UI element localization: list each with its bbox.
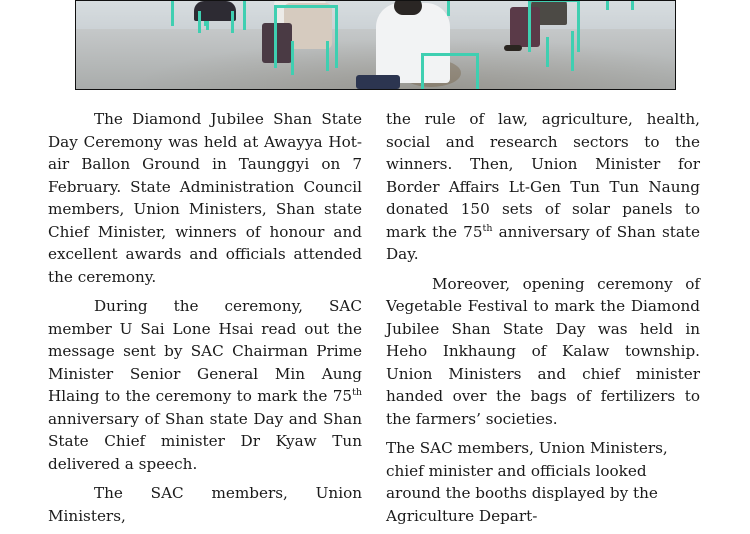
paragraph	[386, 273, 700, 431]
paragraph	[48, 482, 362, 527]
paragraph-text: Moreover, opening ceremony of Vegetable Festival to mark the Diamond Jubilee Shan State Day was held in Heho Inkhaung of Kalaw township. Union Ministers and chief minister handed over the bags of fertilizers to the farmers’ societies.	[386, 274, 700, 428]
paragraph-text: anniversary of Shan state Day and Shan State Chief minister Dr Kyaw Tun delivered a speech.	[48, 409, 362, 473]
ceremony-photo	[75, 0, 676, 90]
paragraph-text: anniversary of Shan state Day.	[386, 222, 700, 263]
paragraph-text: The SAC members, Union Ministers,	[48, 484, 362, 525]
photo-chair	[421, 53, 479, 90]
photo-chair-leg	[571, 31, 574, 71]
photo-head	[394, 0, 422, 15]
photo-chair-leg	[198, 11, 201, 33]
paragraph-text: the rule of law, agriculture, health, social and research sectors to the winners. Then, Union Minister for Border Affairs Lt-Gen Tun Tun Naung donated 150 sets of solar panels to mark the 75	[386, 110, 700, 241]
paragraph-text: The SAC members, Union Ministers, chief minister and officials looked around the booths displayed by the Agriculture Depart-	[386, 439, 668, 525]
photo-chair-leg	[291, 41, 294, 75]
photo-chair-leg	[326, 41, 329, 71]
paragraph	[48, 108, 362, 288]
photo-shoe	[504, 45, 522, 51]
paragraph	[386, 437, 700, 527]
photo-chair	[606, 0, 634, 10]
article-column-right	[386, 108, 700, 534]
superscript: th	[352, 386, 362, 398]
paragraph-text: The Diamond Jubilee Shan State Day Ceremony was held at Awayya Hot-air Ballon Ground in Taunggyi on 7 February. State Administration Council members, Union Ministers, Shan state Chief Minister, winners of honour and excellent awards and officials attended the ceremony.	[48, 110, 362, 286]
paragraph	[48, 295, 362, 475]
photo-chair-leg	[231, 11, 234, 33]
photo-person-pants	[356, 75, 400, 89]
article-column-left	[48, 108, 362, 534]
superscript: th	[482, 222, 493, 234]
photo-chair-leg	[546, 37, 549, 67]
paragraph	[386, 108, 700, 266]
paragraph-text: During the ceremony, SAC member U Sai Lone Hsai read out the message sent by SAC Chairman Prime Minister Senior General Min Aung Hlaing to the ceremony to mark the 75	[48, 297, 362, 405]
